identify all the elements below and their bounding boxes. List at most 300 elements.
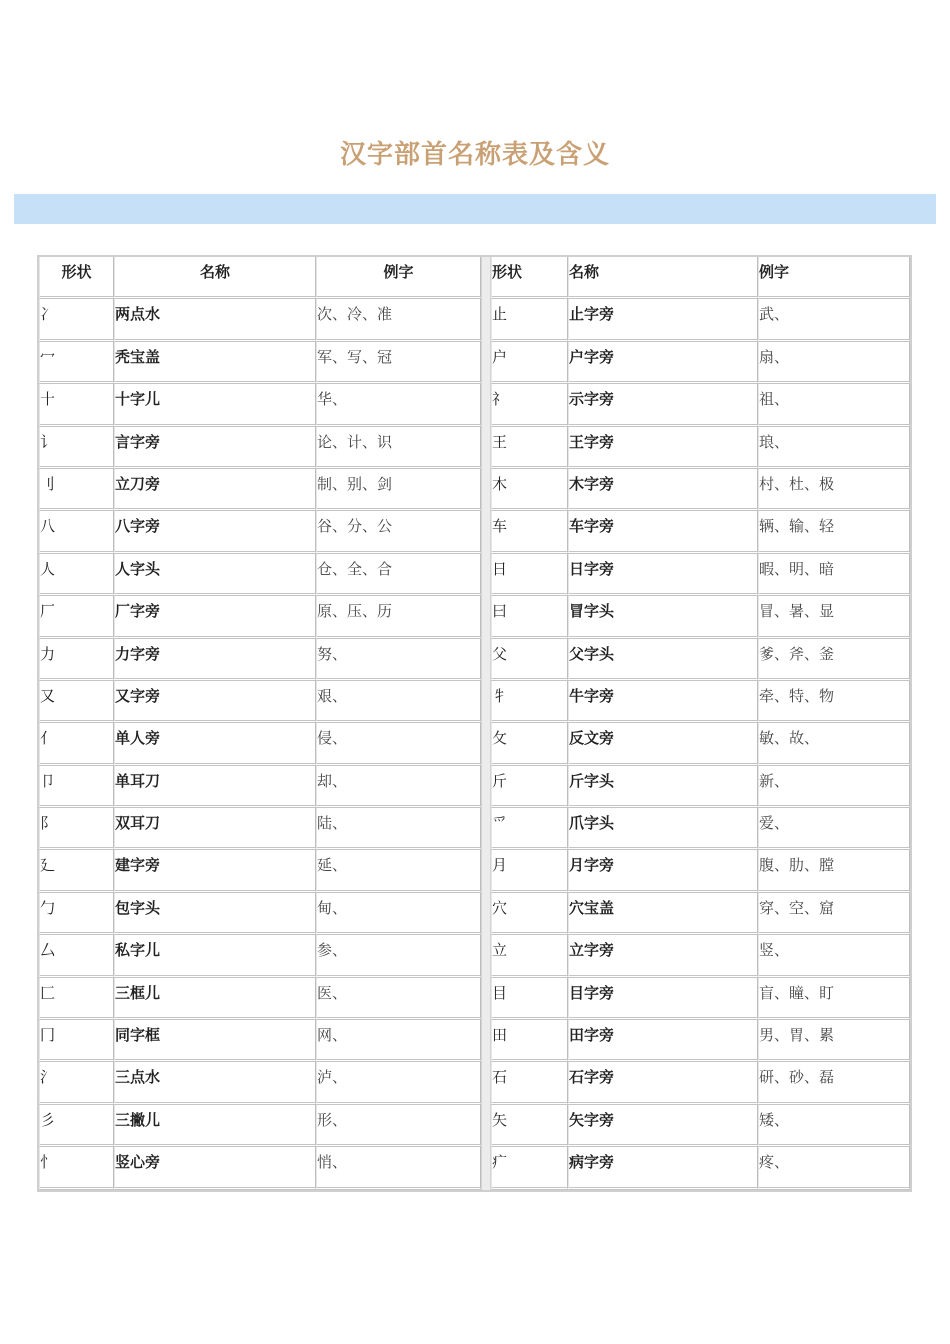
radical-name: 包字头 — [115, 898, 161, 917]
radical-name-cell — [114, 935, 316, 977]
radical-examples-cell — [316, 935, 481, 977]
radical-shape: 厂 — [40, 602, 56, 621]
radical-examples: 村、杜、极 — [759, 474, 835, 493]
radical-examples: 网、 — [317, 1026, 348, 1045]
radical-name: 日字旁 — [569, 559, 615, 578]
radical-examples: 竖、 — [759, 941, 790, 960]
radical-name-cell — [114, 1105, 316, 1147]
radical-shape: 牜 — [492, 686, 508, 705]
radical-name: 穴宝盖 — [569, 898, 615, 917]
table-row — [39, 808, 481, 850]
radical-examples: 参、 — [317, 941, 348, 960]
radical-shape: 匚 — [40, 983, 56, 1002]
radical-examples: 艰、 — [317, 686, 348, 705]
radical-examples: 泸、 — [317, 1068, 348, 1087]
header-band — [14, 194, 936, 224]
radical-name-cell — [114, 427, 316, 469]
radical-shape-cell — [39, 596, 114, 638]
radical-shape-cell — [491, 639, 568, 681]
radical-name: 言字旁 — [115, 432, 161, 451]
radical-name: 秃宝盖 — [115, 347, 161, 366]
radical-shape-cell — [39, 1105, 114, 1147]
radical-examples: 延、 — [317, 856, 348, 875]
table-row — [491, 427, 910, 469]
table-row — [39, 342, 481, 384]
table-row — [491, 850, 910, 892]
radical-examples: 爹、斧、釜 — [759, 644, 835, 663]
page-title: 汉字部首名称表及含义 — [339, 140, 610, 170]
table-row — [39, 511, 481, 553]
radical-examples: 形、 — [317, 1110, 348, 1129]
radical-name: 人字头 — [115, 559, 161, 578]
radical-name-cell — [114, 554, 316, 596]
radical-name: 户字旁 — [569, 347, 615, 366]
radical-shape: 石 — [492, 1068, 508, 1087]
radical-examples-cell — [758, 639, 910, 681]
radical-examples: 悄、 — [317, 1153, 348, 1172]
radical-shape: 冂 — [40, 1026, 56, 1045]
table-row — [39, 723, 481, 765]
radical-name-cell — [114, 639, 316, 681]
radical-name: 建字旁 — [115, 856, 161, 875]
radical-name: 月字旁 — [569, 856, 615, 875]
radical-name-cell — [114, 850, 316, 892]
radical-name-cell — [568, 978, 758, 1020]
header-shape: 形状 — [39, 257, 114, 299]
radical-examples-cell — [758, 384, 910, 426]
table-row — [491, 384, 910, 426]
radical-examples-cell — [758, 1062, 910, 1104]
radical-shape: 彡 — [40, 1110, 56, 1129]
radical-examples: 牵、特、物 — [759, 686, 835, 705]
radical-examples: 扇、 — [759, 347, 790, 366]
radical-shape: 十 — [40, 390, 56, 409]
radical-name-cell — [568, 1147, 758, 1189]
radical-name: 单人旁 — [115, 729, 161, 748]
radical-examples-cell — [316, 511, 481, 553]
table-divider — [481, 257, 491, 1190]
table-row — [39, 554, 481, 596]
radical-name: 冒字头 — [569, 602, 615, 621]
radical-shape: 田 — [492, 1026, 508, 1045]
radical-examples-cell — [758, 978, 910, 1020]
table-row — [39, 1062, 481, 1104]
table-row — [39, 427, 481, 469]
radical-shape-cell — [491, 384, 568, 426]
radical-examples-cell — [758, 1020, 910, 1062]
radical-shape-cell — [491, 808, 568, 850]
radical-examples-cell — [758, 511, 910, 553]
radical-examples: 男、胃、累 — [759, 1026, 835, 1045]
radical-examples-cell — [758, 299, 910, 341]
radical-name-cell — [114, 766, 316, 808]
radical-shape: 月 — [492, 856, 508, 875]
radical-name: 爪字头 — [569, 814, 615, 833]
radical-examples-cell — [758, 935, 910, 977]
radical-shape: 王 — [492, 432, 508, 451]
radical-shape: 斤 — [492, 771, 508, 790]
radical-name: 车字旁 — [569, 517, 615, 536]
radical-name: 止字旁 — [569, 305, 615, 324]
radical-examples-cell — [316, 808, 481, 850]
radical-name: 双耳刀 — [115, 814, 161, 833]
radical-name-cell — [568, 681, 758, 723]
radical-shape: 亻 — [40, 729, 56, 748]
table-row — [491, 554, 910, 596]
radical-name-cell — [568, 469, 758, 511]
radical-shape: 讠 — [40, 432, 56, 451]
table-row — [39, 596, 481, 638]
radical-examples-cell — [758, 808, 910, 850]
radical-name-cell — [568, 1020, 758, 1062]
radical-name: 力字旁 — [115, 644, 161, 663]
radical-name: 私字儿 — [115, 941, 161, 960]
radical-name: 示字旁 — [569, 390, 615, 409]
radical-examples-cell — [316, 596, 481, 638]
radical-shape-cell — [39, 554, 114, 596]
radical-shape-cell — [491, 766, 568, 808]
radical-shape: 木 — [492, 474, 508, 493]
radical-name-cell — [568, 893, 758, 935]
radical-examples: 穿、空、窟 — [759, 898, 835, 917]
radical-name: 单耳刀 — [115, 771, 161, 790]
radical-examples: 次、冷、准 — [317, 305, 393, 324]
table-row — [39, 978, 481, 1020]
radical-shape-cell — [39, 299, 114, 341]
table-row — [491, 723, 910, 765]
radical-shape-cell — [39, 511, 114, 553]
radical-examples: 华、 — [317, 390, 348, 409]
radical-examples-cell — [758, 469, 910, 511]
radical-name-cell — [114, 681, 316, 723]
radical-examples: 军、写、冠 — [317, 347, 393, 366]
radical-examples-cell — [758, 850, 910, 892]
radical-name: 立字旁 — [569, 941, 615, 960]
radical-examples: 爱、 — [759, 814, 790, 833]
table-row — [491, 596, 910, 638]
radical-name: 立刀旁 — [115, 474, 161, 493]
radical-examples: 辆、输、轻 — [759, 517, 835, 536]
radical-shape-cell — [491, 1020, 568, 1062]
radical-name: 父字头 — [569, 644, 615, 663]
radical-examples: 甸、 — [317, 898, 348, 917]
radical-examples-cell — [758, 596, 910, 638]
radical-examples-cell — [758, 1105, 910, 1147]
radical-examples-cell — [316, 723, 481, 765]
radical-shape: 攵 — [492, 729, 508, 748]
radical-examples: 研、砂、磊 — [759, 1068, 835, 1087]
radical-examples-cell — [316, 384, 481, 426]
table-row — [39, 1147, 481, 1189]
radical-shape-cell — [39, 893, 114, 935]
radical-shape-cell — [39, 766, 114, 808]
radical-shape-cell — [39, 469, 114, 511]
radical-examples: 腹、肋、膛 — [759, 856, 835, 875]
table-row — [491, 511, 910, 553]
radical-shape-cell — [491, 299, 568, 341]
radical-name: 牛字旁 — [569, 686, 615, 705]
radical-examples-cell — [316, 681, 481, 723]
table-row — [39, 299, 481, 341]
table-row — [39, 935, 481, 977]
radical-examples-cell — [316, 639, 481, 681]
radical-examples-cell — [758, 893, 910, 935]
header-name: 名称 — [568, 257, 758, 299]
radical-name-cell — [568, 299, 758, 341]
radical-shape-cell — [491, 511, 568, 553]
radical-examples: 原、压、历 — [317, 602, 393, 621]
radical-examples: 冒、暑、显 — [759, 602, 835, 621]
radical-name: 两点水 — [115, 305, 161, 324]
radical-examples: 努、 — [317, 644, 348, 663]
table-row — [491, 1147, 910, 1189]
header-row — [39, 257, 481, 299]
table-row — [491, 681, 910, 723]
radical-name-cell — [568, 511, 758, 553]
radical-shape: 矢 — [492, 1110, 508, 1129]
radical-name-cell — [114, 511, 316, 553]
header-name: 名称 — [114, 257, 316, 299]
radical-examples-cell — [316, 1105, 481, 1147]
table-row — [491, 299, 910, 341]
radical-shape: 忄 — [40, 1153, 56, 1172]
radical-shape: 户 — [492, 347, 508, 366]
radical-name: 目字旁 — [569, 983, 615, 1002]
radical-examples-cell — [316, 342, 481, 384]
radical-name: 反文旁 — [569, 729, 615, 748]
radical-shape-cell — [39, 935, 114, 977]
radical-shape-cell — [491, 1147, 568, 1189]
radical-examples: 疼、 — [759, 1153, 790, 1172]
table-row — [39, 766, 481, 808]
radical-name-cell — [114, 384, 316, 426]
table-row — [39, 639, 481, 681]
radical-name: 三框儿 — [115, 983, 161, 1002]
table-row — [39, 1105, 481, 1147]
radical-examples: 陆、 — [317, 814, 348, 833]
radical-name: 同字框 — [115, 1026, 161, 1045]
radical-examples-cell — [316, 978, 481, 1020]
radical-shape-cell — [491, 469, 568, 511]
radical-examples: 医、 — [317, 983, 348, 1002]
radical-shape: 刂 — [40, 474, 56, 493]
radical-name: 病字旁 — [569, 1153, 615, 1172]
radical-name: 三撇儿 — [115, 1110, 161, 1129]
radical-shape-cell — [491, 427, 568, 469]
radicals-table-right — [491, 257, 910, 1190]
radical-name-cell — [114, 723, 316, 765]
radical-shape: 又 — [40, 686, 56, 705]
table-row — [39, 850, 481, 892]
radical-shape-cell — [39, 1147, 114, 1189]
radical-name-cell — [568, 766, 758, 808]
table-row — [491, 808, 910, 850]
radical-shape: 疒 — [492, 1153, 508, 1172]
radical-name-cell — [114, 342, 316, 384]
radical-shape-cell — [491, 1062, 568, 1104]
radical-name-cell — [568, 384, 758, 426]
radical-examples-cell — [758, 766, 910, 808]
radical-examples-cell — [316, 1147, 481, 1189]
radical-shape-cell — [39, 384, 114, 426]
radical-name: 又字旁 — [115, 686, 161, 705]
header-row — [491, 257, 910, 299]
radical-examples: 祖、 — [759, 390, 790, 409]
radical-shape-cell — [491, 554, 568, 596]
radical-examples-cell — [758, 342, 910, 384]
radical-examples-cell — [316, 1062, 481, 1104]
radical-shape-cell — [491, 978, 568, 1020]
radical-name-cell — [114, 893, 316, 935]
table-row — [491, 935, 910, 977]
radical-examples: 武、 — [759, 305, 790, 324]
radical-shape-cell — [39, 681, 114, 723]
radical-shape: 日 — [492, 559, 508, 578]
radical-shape: 廴 — [40, 856, 56, 875]
radical-examples: 新、 — [759, 771, 790, 790]
radical-name-cell — [568, 850, 758, 892]
radical-examples-cell — [316, 1020, 481, 1062]
radical-examples: 却、 — [317, 771, 348, 790]
radical-examples-cell — [316, 427, 481, 469]
radical-shape: 礻 — [492, 390, 508, 409]
radical-shape: 曰 — [492, 602, 508, 621]
radical-shape-cell — [491, 723, 568, 765]
radical-shape: 八 — [40, 517, 56, 536]
radical-shape-cell — [39, 639, 114, 681]
radical-name-cell — [114, 808, 316, 850]
header-shape: 形状 — [491, 257, 568, 299]
table-row — [491, 766, 910, 808]
radical-shape: 止 — [492, 305, 508, 324]
radical-name-cell — [568, 427, 758, 469]
radical-examples-cell — [316, 299, 481, 341]
radical-examples: 侵、 — [317, 729, 348, 748]
radical-name-cell — [568, 1062, 758, 1104]
radical-examples: 琅、 — [759, 432, 790, 451]
radical-shape-cell — [491, 681, 568, 723]
table-row — [491, 893, 910, 935]
table-row — [39, 893, 481, 935]
radical-name: 木字旁 — [569, 474, 615, 493]
radical-name-cell — [114, 299, 316, 341]
radical-shape: 冫 — [40, 305, 56, 324]
table-row — [491, 639, 910, 681]
radical-shape: 穴 — [492, 898, 508, 917]
radical-examples-cell — [758, 554, 910, 596]
radical-examples: 暇、明、暗 — [759, 559, 835, 578]
table-row — [491, 1105, 910, 1147]
radical-name-cell — [568, 723, 758, 765]
radical-shape: 勹 — [40, 898, 56, 917]
table-row — [491, 1062, 910, 1104]
radical-examples-cell — [758, 723, 910, 765]
radical-name: 八字旁 — [115, 517, 161, 536]
radical-examples: 谷、分、公 — [317, 517, 393, 536]
radical-name: 厂字旁 — [115, 602, 161, 621]
radical-examples-cell — [316, 469, 481, 511]
header-example: 例字 — [316, 257, 481, 299]
table-row — [39, 469, 481, 511]
radical-examples: 敏、故、 — [759, 729, 820, 748]
radical-name-cell — [114, 469, 316, 511]
radical-name: 斤字头 — [569, 771, 615, 790]
radical-examples: 矮、 — [759, 1110, 790, 1129]
radical-name-cell — [568, 554, 758, 596]
radical-name: 石字旁 — [569, 1068, 615, 1087]
radical-shape: 立 — [492, 941, 508, 960]
radical-examples: 仓、全、合 — [317, 559, 393, 578]
radical-name-cell — [568, 596, 758, 638]
radical-name: 十字儿 — [115, 390, 161, 409]
radical-shape: 力 — [40, 644, 56, 663]
radicals-table-left — [39, 257, 481, 1190]
radical-shape-cell — [39, 808, 114, 850]
table-row — [39, 681, 481, 723]
radical-shape-cell — [39, 850, 114, 892]
radical-shape-cell — [39, 1062, 114, 1104]
radical-examples-cell — [316, 766, 481, 808]
radical-shape-cell — [491, 893, 568, 935]
radical-examples-cell — [316, 850, 481, 892]
radical-shape: 人 — [40, 559, 56, 578]
header-example: 例字 — [758, 257, 910, 299]
radical-name-cell — [568, 639, 758, 681]
radical-shape-cell — [39, 1020, 114, 1062]
radical-name-cell — [114, 1062, 316, 1104]
table-row — [491, 978, 910, 1020]
table-row — [491, 469, 910, 511]
radical-shape: 阝 — [40, 814, 56, 833]
table-row — [491, 342, 910, 384]
radical-shape: 厶 — [40, 941, 56, 960]
radical-name: 竖心旁 — [115, 1153, 161, 1172]
table-row — [39, 384, 481, 426]
radical-shape: 氵 — [40, 1068, 56, 1087]
radical-shape-cell — [491, 342, 568, 384]
radical-examples-cell — [316, 554, 481, 596]
radical-shape-cell — [491, 850, 568, 892]
radical-name: 矢字旁 — [569, 1110, 615, 1129]
radical-shape-cell — [39, 723, 114, 765]
radical-name-cell — [114, 1020, 316, 1062]
radical-name-cell — [568, 342, 758, 384]
radical-name-cell — [568, 808, 758, 850]
radical-examples: 盲、瞳、盯 — [759, 983, 835, 1002]
radical-shape: 目 — [492, 983, 508, 1002]
radical-examples-cell — [758, 1147, 910, 1189]
radical-shape-cell — [39, 978, 114, 1020]
radical-name: 田字旁 — [569, 1026, 615, 1045]
radical-name-cell — [114, 978, 316, 1020]
radical-examples: 制、别、剑 — [317, 474, 393, 493]
radical-shape-cell — [39, 427, 114, 469]
table-row — [491, 1020, 910, 1062]
radical-shape: 爫 — [492, 814, 508, 833]
radical-examples-cell — [758, 681, 910, 723]
radical-shape-cell — [491, 935, 568, 977]
radical-shape-cell — [491, 596, 568, 638]
radical-examples-cell — [316, 893, 481, 935]
radical-name-cell — [114, 596, 316, 638]
radical-shape: 卩 — [40, 771, 56, 790]
table-row — [39, 1020, 481, 1062]
radical-name: 王字旁 — [569, 432, 615, 451]
radical-name-cell — [114, 1147, 316, 1189]
radical-shape-cell — [491, 1105, 568, 1147]
radical-shape: 车 — [492, 517, 508, 536]
radical-shape: 父 — [492, 644, 508, 663]
